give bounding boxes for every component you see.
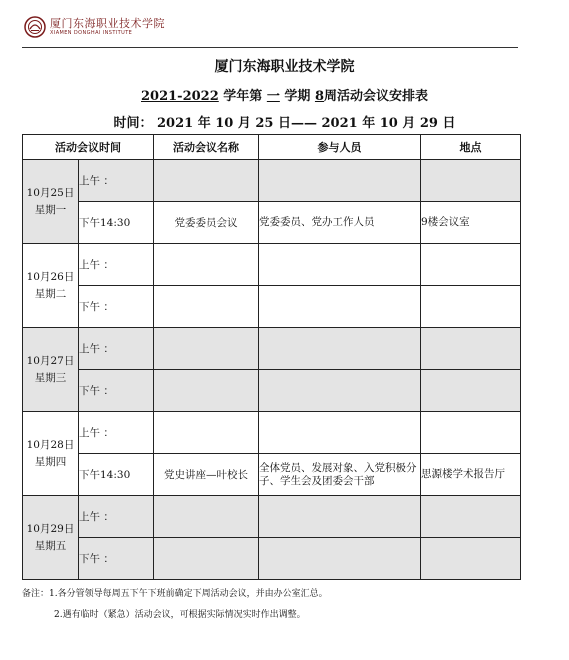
day-cell <box>23 412 79 496</box>
participants <box>259 538 421 580</box>
day-cell <box>23 244 79 328</box>
day-cell <box>23 328 79 412</box>
location <box>421 370 521 412</box>
participants <box>259 286 421 328</box>
participants <box>259 328 421 370</box>
location <box>421 538 521 580</box>
participants: 全体党员、发展对象、入党积极分子、学生会及团委会干部 <box>259 454 421 496</box>
day-date: 10月27日 <box>26 354 75 367</box>
participants <box>259 412 421 454</box>
activity-name: 党委委员会议 <box>154 202 259 244</box>
activity-name <box>154 370 259 412</box>
time-slot: 下午14:30 <box>79 454 154 496</box>
table-row <box>23 454 521 496</box>
time-slot: 上午 ： <box>79 244 154 286</box>
note-line-1: 备注：1.各分管领导每周五下午下班前确定下周活动会议，并由办公室汇总。 <box>22 589 328 599</box>
location: 9楼会议室 <box>421 202 521 244</box>
schedule-table <box>22 134 521 580</box>
day-cell <box>23 496 79 580</box>
school-logo <box>24 12 165 42</box>
activity-name <box>154 244 259 286</box>
header-divider <box>22 47 518 48</box>
schedule-title <box>0 85 569 104</box>
header-time: 活动会议时间 <box>23 135 154 160</box>
time-slot: 上午 ： <box>79 328 154 370</box>
activity-name <box>154 160 259 202</box>
table-row <box>23 328 521 370</box>
term-suffix: 学期 <box>284 89 311 104</box>
header-place: 地点 <box>421 135 521 160</box>
day-weekday: 星期三 <box>34 371 67 384</box>
location <box>421 160 521 202</box>
time-slot: 下午 ： <box>79 286 154 328</box>
week-suffix: 周活动会议安排表 <box>323 89 428 104</box>
participants: 党委委员、党办工作人员 <box>259 202 421 244</box>
day-weekday: 星期一 <box>34 203 67 216</box>
time-slot: 下午14:30 <box>79 202 154 244</box>
time-slot: 上午 ： <box>79 160 154 202</box>
term-number: 一 <box>266 89 280 104</box>
logo-chinese-name: 厦门东海职业技术学院 <box>50 17 165 30</box>
day-weekday: 星期四 <box>34 455 67 468</box>
participants <box>259 370 421 412</box>
participants <box>259 496 421 538</box>
activity-name <box>154 412 259 454</box>
participants <box>259 244 421 286</box>
participants <box>259 160 421 202</box>
table-row <box>23 496 521 538</box>
location <box>421 412 521 454</box>
schedule-period: 时间： 2021 年 10 月 25 日—— 2021 年 10 月 29 日 <box>113 116 456 131</box>
academic-year: 2021-2022 <box>141 89 219 104</box>
activity-name <box>154 328 259 370</box>
day-cell <box>23 160 79 244</box>
week-number: 8 <box>314 89 324 104</box>
time-slot: 上午 ： <box>79 412 154 454</box>
table-row <box>23 244 521 286</box>
school-emblem-icon <box>24 16 46 38</box>
logo-english-name: XIAMEN DONGHAI INSTITUTE <box>50 30 133 36</box>
day-date: 10月28日 <box>26 438 75 451</box>
day-date: 10月29日 <box>26 522 75 535</box>
table-row <box>23 160 521 202</box>
day-date: 10月26日 <box>26 270 75 283</box>
location <box>421 286 521 328</box>
note-line-2: 2.遇有临时（紧急）活动会议，可根据实际情况实时作出调整。 <box>54 610 306 620</box>
location <box>421 244 521 286</box>
day-date: 10月25日 <box>26 186 75 199</box>
day-weekday: 星期五 <box>34 539 67 552</box>
location: 思源楼学术报告厅 <box>421 454 521 496</box>
table-header-row <box>23 135 521 160</box>
time-slot: 下午 ： <box>79 538 154 580</box>
activity-name <box>154 286 259 328</box>
table-row <box>23 202 521 244</box>
school-title: 厦门东海职业技术学院 <box>214 59 355 75</box>
location <box>421 496 521 538</box>
header-people: 参与人员 <box>259 135 421 160</box>
activity-name <box>154 496 259 538</box>
activity-name <box>154 538 259 580</box>
location <box>421 328 521 370</box>
activity-name: 党史讲座—叶校长 <box>154 454 259 496</box>
table-row <box>23 370 521 412</box>
time-slot: 上午 ： <box>79 496 154 538</box>
header-name: 活动会议名称 <box>154 135 259 160</box>
day-weekday: 星期二 <box>34 287 67 300</box>
year-suffix: 学年第 <box>223 89 263 104</box>
table-row <box>23 286 521 328</box>
time-slot: 下午 ： <box>79 370 154 412</box>
table-row <box>23 412 521 454</box>
table-row <box>23 538 521 580</box>
